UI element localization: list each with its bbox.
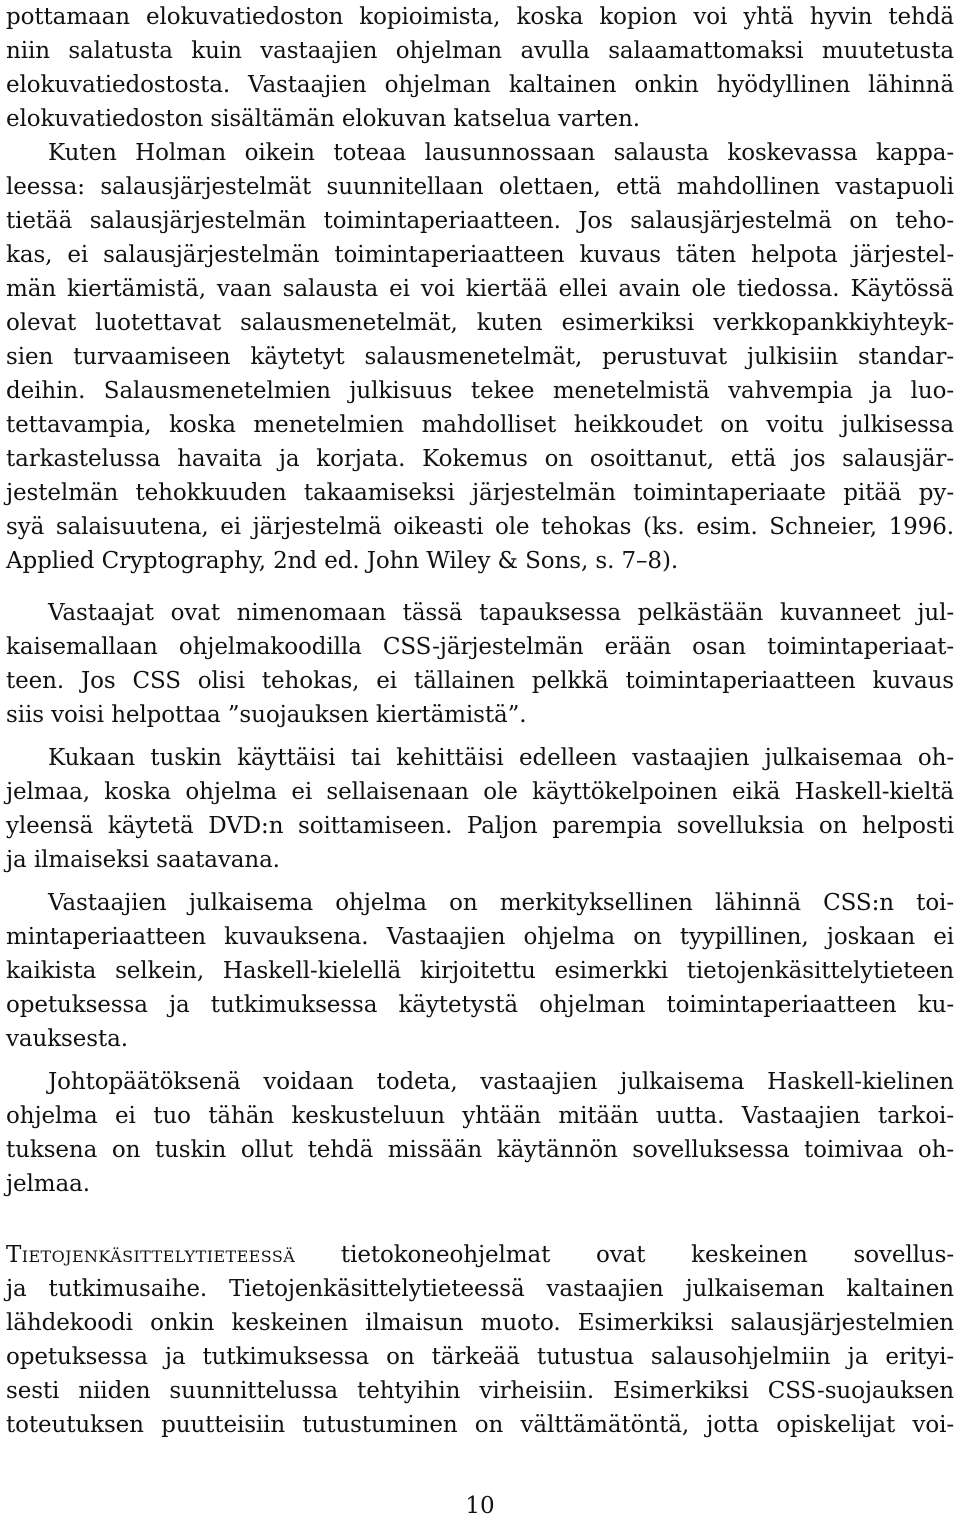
section-first-line-text: tietokoneohjelmat ovat keskeinen sovellus- — [295, 1242, 954, 1268]
paragraph-first-line: Kukaan tuskin käyttäisi tai kehittäisi edelleen vastaajien julkaisemaa oh- — [48, 745, 954, 771]
text-line: pottamaan elokuvatiedoston kopioimista, koska kopion voi yhtä hyvin tehdä — [6, 4, 954, 30]
text-line: kas, ei salausjärjestelmän toimintaperiaatteen kuvaus täten helpota järjestel- — [6, 242, 954, 268]
text-line: vauksesta. — [6, 1026, 128, 1052]
text-line: siis voisi helpottaa ”suojauksen kiertämistä”. — [6, 702, 527, 728]
text-line: teen. Jos CSS olisi tehokas, ei tällainen pelkkä toimintaperiaatteen kuvaus — [6, 668, 954, 694]
text-line: ja tutkimusaihe. Tietojenkäsittelytieteessä vastaajien julkaiseman kaltainen — [6, 1276, 954, 1302]
paragraph-first-line: Johtopäätöksenä voidaan todeta, vastaajien julkaisema Haskell-kielinen — [48, 1069, 954, 1095]
text-line: mintaperiaatteen kuvauksena. Vastaajien ohjelma on tyypillinen, joskaan ei — [6, 924, 954, 950]
text-line: tettavampia, koska menetelmien mahdolliset heikkoudet on voitu julkisessa — [6, 412, 954, 438]
text-line: olevat luotettavat salausmenetelmät, kuten esimerkiksi verkkopankkiyhteyk- — [6, 310, 954, 336]
text-line: tietää salausjärjestelmän toimintaperiaatteen. Jos salausjärjestelmä on teho- — [6, 208, 954, 234]
text-line: yleensä käytetä DVD:n soittamiseen. Paljon parempia sovelluksia on helposti — [6, 813, 954, 839]
text-line: Applied Cryptography, 2nd ed. John Wiley & Sons, s. 7–8). — [6, 548, 679, 574]
text-line: lähdekoodi onkin keskeinen ilmaisun muoto. Esimerkiksi salausjärjestelmien — [6, 1310, 954, 1336]
text-line: kaikista selkein, Haskell-kielellä kirjoitettu esimerkki tietojenkäsittelytieteen — [6, 958, 954, 984]
text-line: opetuksessa ja tutkimuksessa on tärkeää tutustua salausohjelmiin ja erityi- — [6, 1344, 954, 1370]
paragraph-first-line: Vastaajien julkaisema ohjelma on merkityksellinen lähinnä CSS:n toi- — [48, 890, 954, 916]
text-line: elokuvatiedostosta. Vastaajien ohjelman kaltainen onkin hyödyllinen lähinnä — [6, 72, 954, 98]
text-line: jestelmän tehokkuuden takaamiseksi järjestelmän toimintaperiaate pitää py- — [6, 480, 954, 506]
text-line: deihin. Salausmenetelmien julkisuus tekee menetelmistä vahvempia ja luo- — [6, 378, 954, 404]
section-first-line — [6, 1238, 954, 1272]
text-line: jelmaa, koska ohjelma ei sellaisenaan ole käyttökelpoinen eikä Haskell-kieltä — [6, 779, 954, 805]
text-line: elokuvatiedoston sisältämän elokuvan katselua varten. — [6, 106, 640, 132]
text-line: niin salatusta kuin vastaajien ohjelman avulla salaamattomaksi muutetusta — [6, 38, 954, 64]
paragraph-first-line: Kuten Holman oikein toteaa lausunnossaan salausta koskevassa kappa- — [48, 140, 954, 166]
text-line: toteutuksen puutteisiin tutustuminen on välttämätöntä, jotta opiskelijat voi- — [6, 1412, 954, 1438]
text-line: sien turvaamiseen käytetyt salausmenetelmät, perustuvat julkisiin standar- — [6, 344, 954, 370]
text-line: leessa: salausjärjestelmät suunnitellaan olettaen, että mahdollinen vastapuoli — [6, 174, 954, 200]
text-line: syä salaisuutena, ei järjestelmä oikeasti ole tehokas (ks. esim. Schneier, 1996. — [6, 514, 954, 540]
paragraph-first-line: Vastaajat ovat nimenomaan tässä tapauksessa pelkästään kuvanneet jul- — [48, 600, 954, 626]
text-line: opetuksessa ja tutkimuksessa käytetystä ohjelman toimintaperiaatteen ku- — [6, 992, 954, 1018]
text-line: kaisemallaan ohjelmakoodilla CSS-järjestelmän erään osan toimintaperiaat- — [6, 634, 954, 660]
text-line: män kiertämistä, vaan salausta ei voi kiertää ellei avain ole tiedossa. Käytössä — [6, 276, 954, 302]
text-line: ja ilmaiseksi saatavana. — [6, 847, 280, 873]
section-heading: Tietojenkäsittelytieteessä — [6, 1242, 296, 1268]
text-line: ohjelma ei tuo tähän keskusteluun yhtään mitään uutta. Vastaajien tarkoi- — [6, 1103, 954, 1129]
text-line: jelmaa. — [6, 1171, 90, 1197]
page-number: 10 — [465, 1493, 495, 1519]
text-line: sesti niiden suunnittelussa tehtyihin virheisiin. Esimerkiksi CSS-suojauksen — [6, 1378, 954, 1404]
text-line: tarkastelussa havaita ja korjata. Kokemus on osoittanut, että jos salausjär- — [6, 446, 954, 472]
text-line: tuksena on tuskin ollut tehdä missään käytännön sovelluksessa toimivaa oh- — [6, 1137, 954, 1163]
